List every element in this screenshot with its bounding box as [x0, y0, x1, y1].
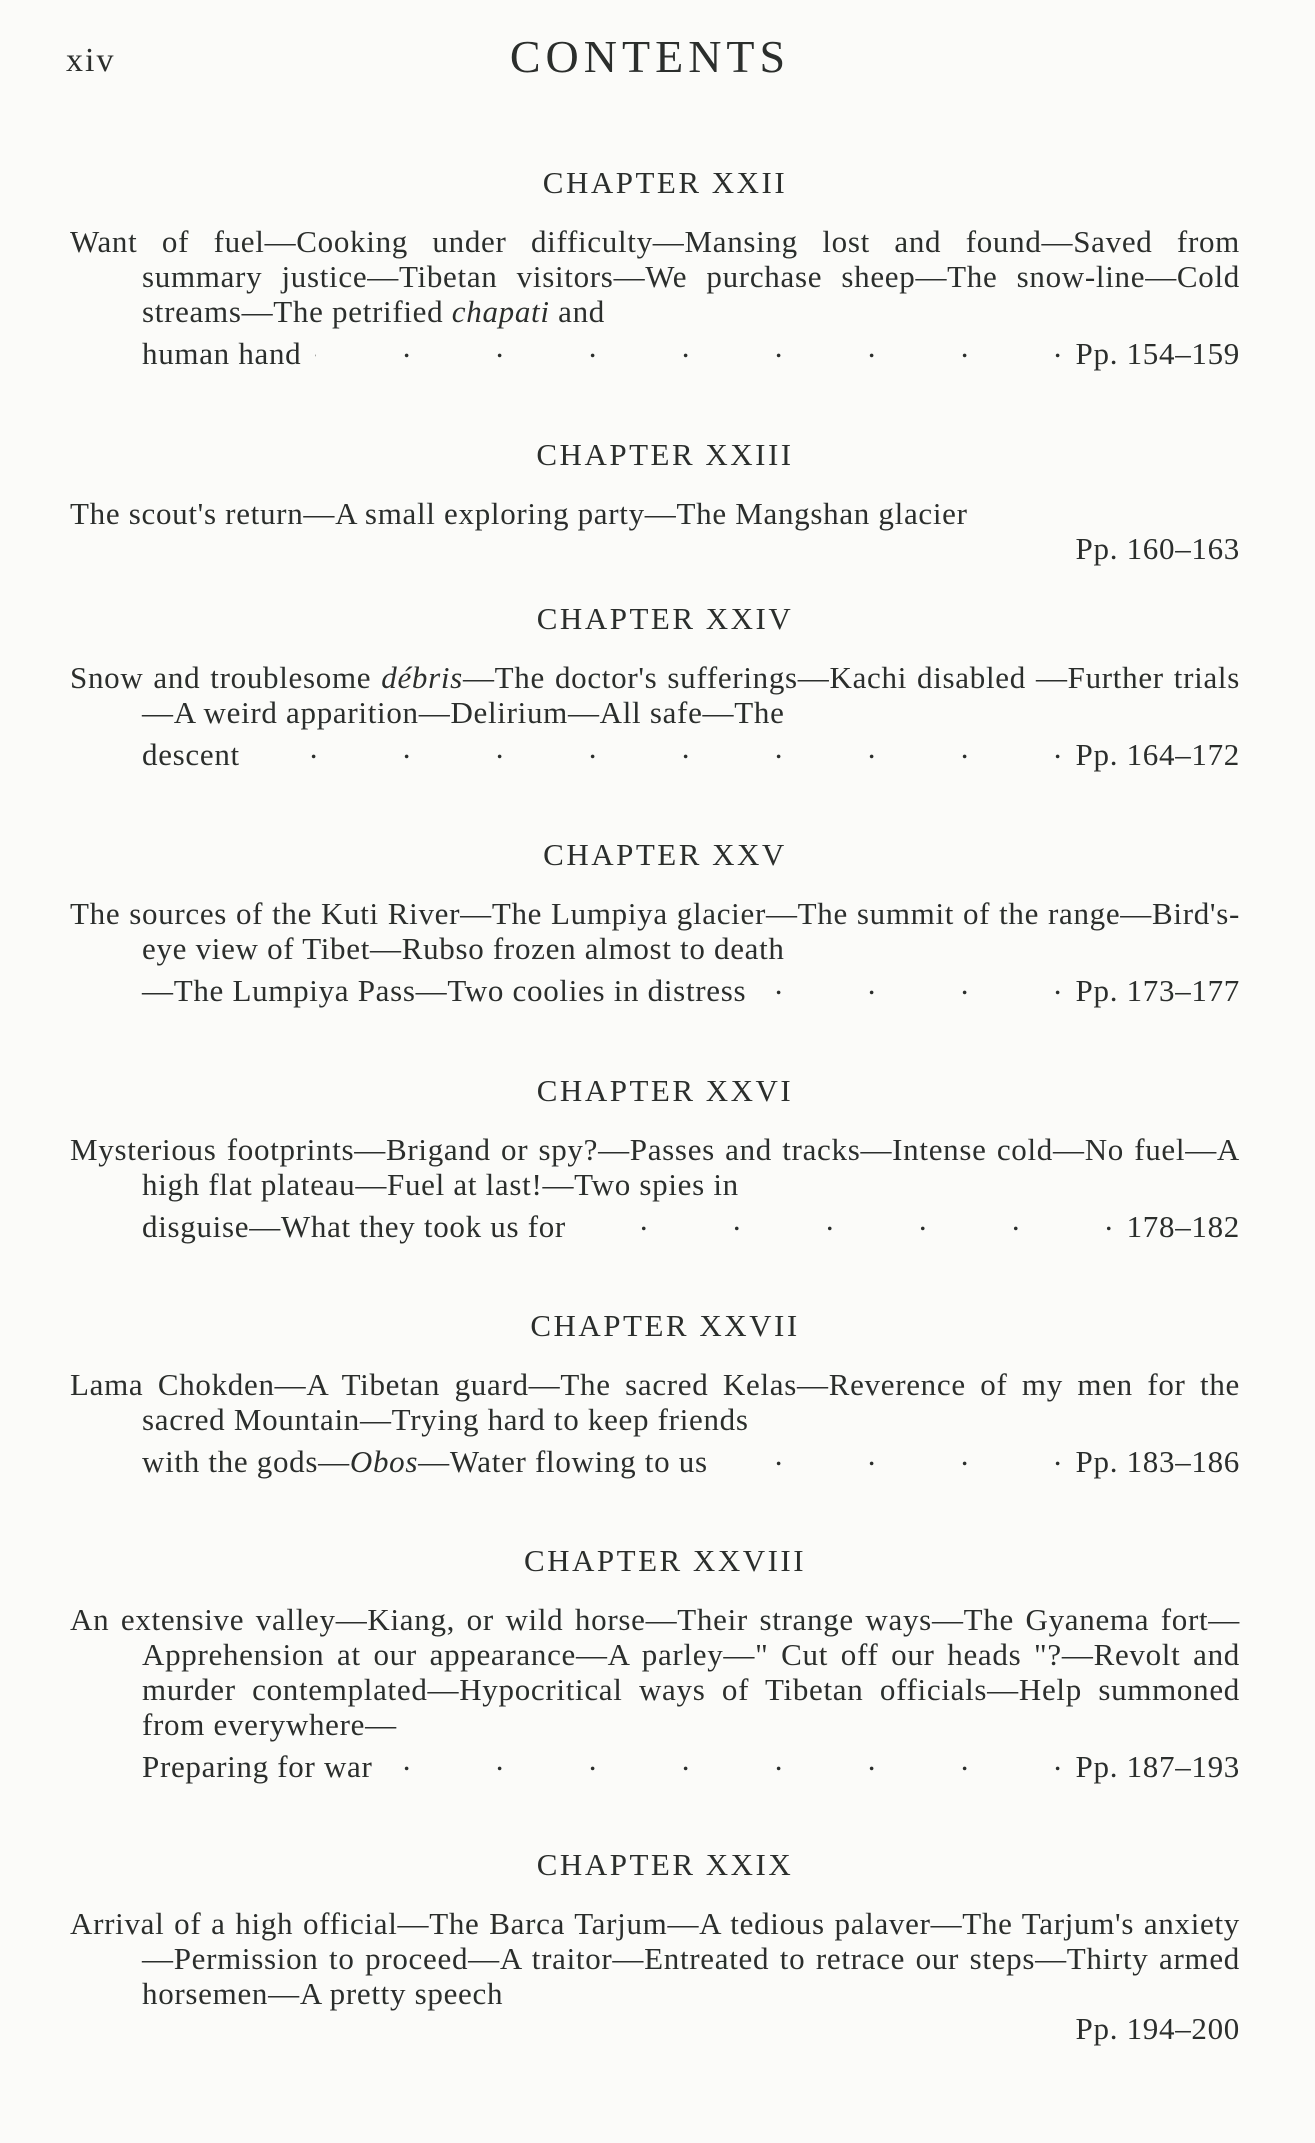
page-range: Pp. 164–172	[1075, 737, 1240, 772]
chapter-summary-last-line: disguise—What they took us for . 178–182	[70, 1202, 1240, 1244]
chapter-summary-last-line: descent . Pp. 164–172	[70, 730, 1240, 772]
chapter-heading: CHAPTER XXII	[542, 165, 788, 200]
chapter-entry-xxii	[70, 160, 1240, 371]
page-range: Pp. 183–186	[1075, 1444, 1240, 1479]
page-title: CONTENTS	[509, 31, 791, 82]
chapter-summary: An extensive valley—Kiang, or wild horse—Their strange ways—The Gyanema fort—Apprehension at our appearance—A parley—" Cut off our heads "?—Revolt and murder contemplated—Hypocritical ways of Tibetan officials—Help summoned from everywhere—	[70, 1602, 1240, 1742]
chapter-summary-last-line: —The Lumpiya Pass—Two coolies in distress . Pp. 173–177	[70, 966, 1240, 1008]
dot-leader	[315, 329, 1061, 364]
chapter-summary: Lama Chokden—A Tibetan guard—The sacred Kelas—Reverence of my men for the sacred Mountain—Trying hard to keep friends	[70, 1367, 1240, 1437]
chapter-entry-xxv	[70, 832, 1240, 1008]
chapter-summary: Snow and troublesome débris—The doctor's sufferings—Kachi disabled —Further trials—A weird apparition—Delirium—All safe—The	[70, 660, 1240, 730]
dot-leader	[387, 1742, 1062, 1777]
page-range: Pp. 173–177	[1075, 973, 1240, 1008]
chapter-summary: The scout's return—A small exploring party—The Mangshan glacier	[70, 496, 968, 531]
chapter-heading: CHAPTER XXVII	[530, 1308, 800, 1343]
chapter-entry-xxix	[70, 1842, 1240, 2046]
dot-leader	[580, 1202, 1113, 1237]
dot-leader	[760, 966, 1061, 1001]
chapter-summary-last-line: Preparing for war . Pp. 187–193	[70, 1742, 1240, 1784]
page-number: xiv	[66, 42, 116, 79]
chapter-entry-xxiv	[70, 596, 1240, 772]
chapter-heading: CHAPTER XXIV	[536, 601, 794, 636]
chapter-heading: CHAPTER XXVI	[536, 1073, 794, 1108]
chapter-heading: CHAPTER XXIII	[536, 437, 794, 472]
page-range: Pp. 194–200	[1075, 2011, 1240, 2046]
dot-leader	[722, 1437, 1062, 1472]
chapter-entry-xxiii	[70, 432, 1240, 566]
chapter-summary: Mysterious footprints—Brigand or spy?—Passes and tracks—Intense cold—No fuel—A high flat plateau—Fuel at last!—Two spies in	[70, 1132, 1240, 1202]
page-range: Pp. 160–163	[1075, 531, 1240, 566]
chapter-heading: CHAPTER XXIX	[536, 1847, 794, 1882]
page-range: Pp. 154–159	[1075, 336, 1240, 371]
chapter-heading: CHAPTER XXV	[543, 837, 787, 872]
chapter-summary-last-line: with the gods—Obos—Water flowing to us . Pp. 183–186	[70, 1437, 1240, 1479]
dot-leader	[254, 730, 1062, 765]
chapter-summary: Arrival of a high official—The Barca Tarjum—A tedious palaver—The Tarjum's anxiety—Permission to proceed—A traitor—Entreated to retrace our steps—Thirty armed horsemen—A pretty speech	[70, 1906, 1240, 2011]
chapter-summary-last-line: human hand . Pp. 154–159	[70, 329, 1240, 371]
chapter-heading: CHAPTER XXVIII	[523, 1543, 807, 1578]
chapter-entry-xxvi	[70, 1068, 1240, 1244]
chapter-entry-xxvii	[70, 1303, 1240, 1479]
page-range: Pp. 187–193	[1075, 1749, 1240, 1784]
chapter-entry-xxviii	[70, 1538, 1240, 1784]
chapter-summary: The sources of the Kuti River—The Lumpiya glacier—The summit of the range—Bird's-eye view of Tibet—Rubso frozen almost to death	[70, 896, 1240, 966]
chapter-summary: Want of fuel—Cooking under difficulty—Mansing lost and found—Saved from summary justice—Tibetan visitors—We purchase sheep—The snow-line—Cold streams—The petrified chapati and	[70, 224, 1240, 329]
page-range: 178–182	[1126, 1209, 1240, 1244]
